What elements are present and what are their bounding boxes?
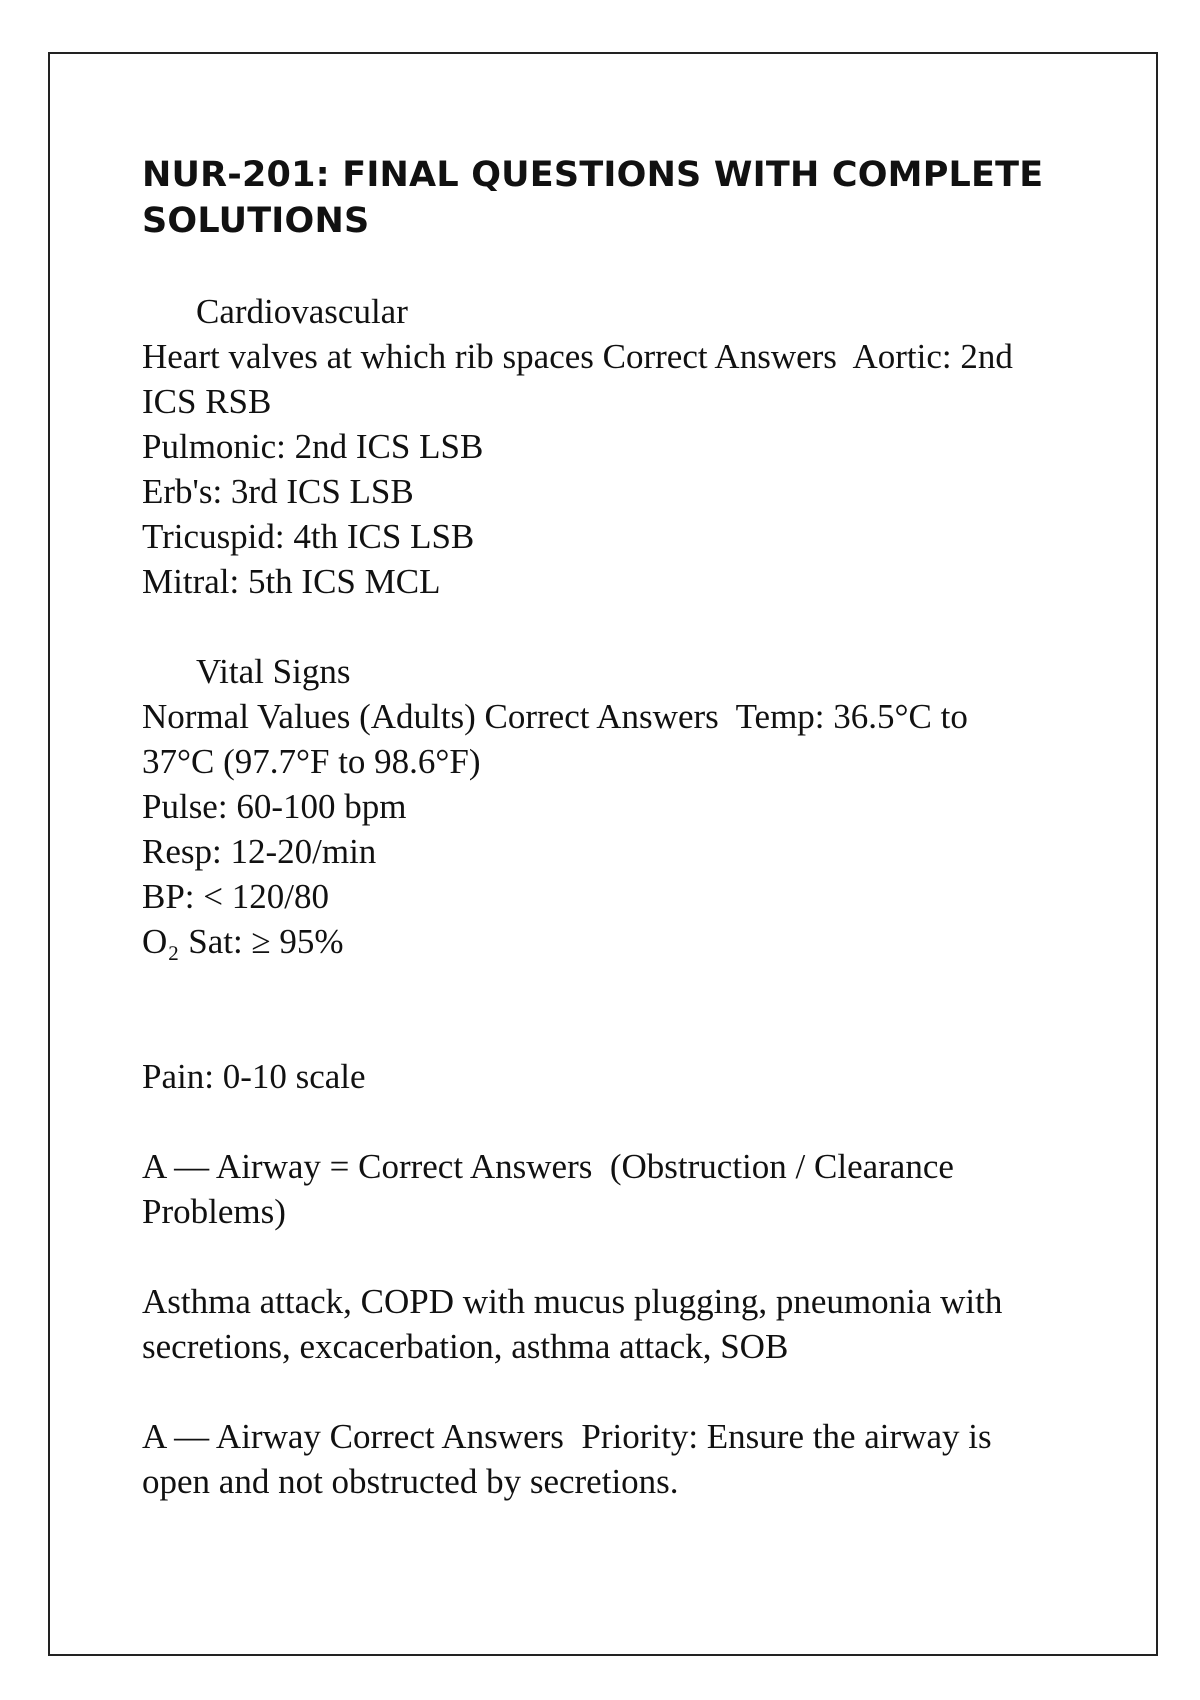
text-line: Normal Values (Adults) Correct Answers Temp: 36.5°C to [142,697,968,736]
pain-section [142,1054,1072,1099]
text-line: A — Airway Correct Answers Priority: Ensure the airway is [142,1417,992,1456]
text-line: Pain: 0-10 scale [142,1057,366,1096]
text-line: Asthma attack, COPD with mucus plugging, pneumonia with [142,1282,1003,1321]
airway-definition [142,1144,1072,1234]
asthma-examples [142,1279,1072,1369]
text-line: BP: < 120/80 [142,877,329,916]
text-line: 37°C (97.7°F to 98.6°F) [142,742,481,781]
text-line: Erb's: 3rd ICS LSB [142,472,414,511]
text-line: ICS RSB [142,382,272,421]
text-line: open and not obstructed by secretions. [142,1462,679,1501]
document-content [142,152,1072,1504]
text-line: Resp: 12-20/min [142,832,377,871]
cardiovascular-section [142,289,1072,604]
text-line: secretions, excacerbation, asthma attack, SOB [142,1327,789,1366]
text-line: Problems) [142,1192,286,1231]
text-line: Mitral: 5th ICS MCL [142,562,441,601]
text-line: Pulmonic: 2nd ICS LSB [142,427,484,466]
text-line: A — Airway = Correct Answers (Obstruction / Clearance [142,1147,954,1186]
text-line: Heart valves at which rib spaces Correct Answers Aortic: 2nd [142,337,1013,376]
vital-signs-section [142,649,1072,964]
page-title: NUR-201: FINAL QUESTIONS WITH COMPLETE SOLUTIONS [142,155,1044,241]
airway-priority [142,1414,1072,1504]
section-heading: Vital Signs [196,652,351,691]
section-heading: Cardiovascular [196,292,408,331]
text-line: O₂ Sat: ≥ 95% [142,922,344,961]
text-line: Tricuspid: 4th ICS LSB [142,517,475,556]
text-line: Pulse: 60-100 bpm [142,787,407,826]
